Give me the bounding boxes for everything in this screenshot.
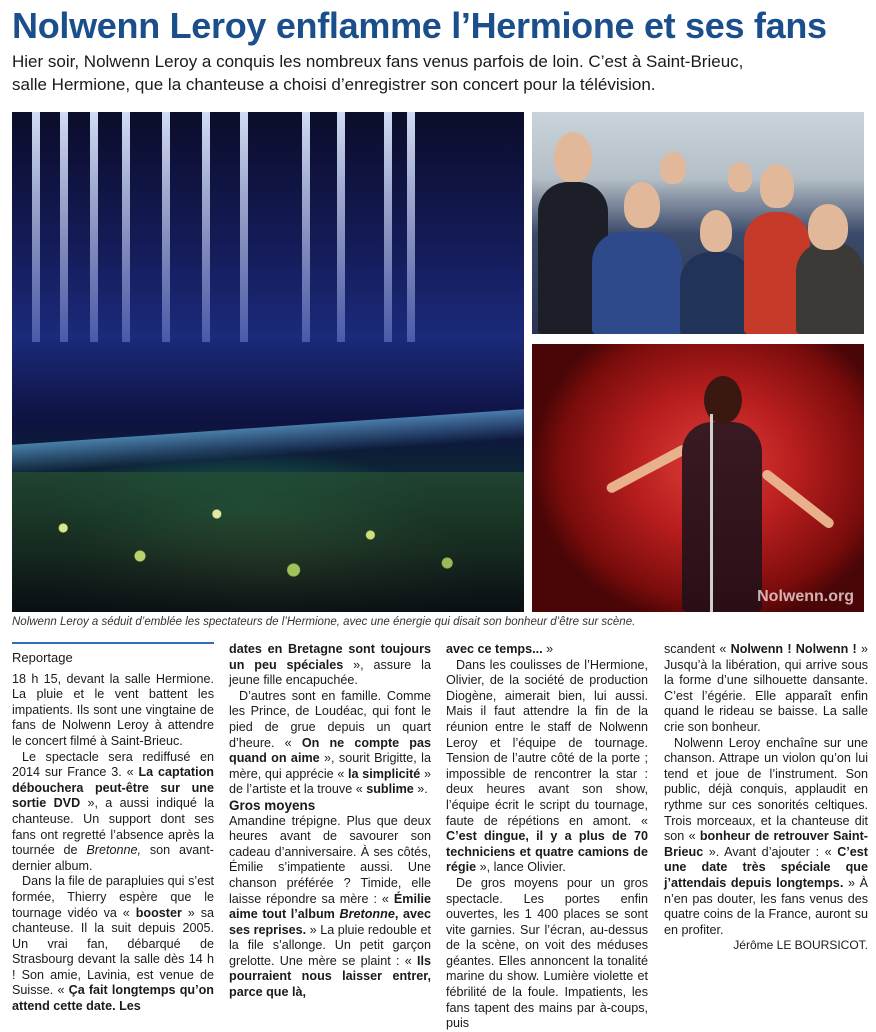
stage — [12, 409, 524, 475]
photo-caption: Nolwenn Leroy a séduit d’emblée les spectateurs de l’Hermione, avec une énergie qui disait son bonheur d’être sur scène. — [12, 616, 636, 628]
article-column-2 — [229, 642, 431, 1001]
subheading: Gros moyens — [229, 797, 316, 813]
microphone-stand — [710, 414, 713, 612]
standfirst-line-1: Hier soir, Nolwenn Leroy a conquis les nombreux fans venus parfois de loin. C’est à Saint-Brieuc, — [12, 52, 744, 71]
light-beam — [32, 112, 40, 342]
paragraph: De gros moyens pour un gros spectacle. Les portes enfin ouvertes, les 1 400 places se sont vite garnies. Sur l’écran, au-dessus de la scène, on voit des méduses géantes. Elles annoncent la tonalité marine du show. Lumière violette et fébrilité de la foule. Impatients, les fans tapent des mains par à-coups, puis — [446, 875, 648, 1031]
fan-figure — [680, 252, 752, 334]
fan-face — [554, 132, 592, 182]
audience — [12, 472, 524, 612]
paragraph: scandent « Nolwenn ! Nolwenn ! » Jusqu’à la libération, qui arrive sous la forme d’une silhouette dansante. C’est l’égérie. Elle apparaît enfin quand le rideau se baisse. La salle crie son bonheur. — [664, 642, 868, 734]
watermark: Nolwenn.org — [757, 588, 854, 605]
paragraph: avec ce temps... » — [446, 642, 554, 656]
article-column-4 — [664, 642, 868, 954]
standfirst-line-2: salle Hermione, que la chanteuse a choisi d’enregistrer son concert pour la télévision. — [12, 75, 656, 94]
fan-face — [660, 152, 686, 184]
fans-photo — [532, 112, 864, 334]
light-beam — [90, 112, 98, 342]
concert-hall-photo — [12, 112, 524, 612]
singer-dress — [682, 422, 762, 612]
paragraph: Le spectacle sera rediffusé en 2014 sur France 3. « La captation débouchera peut-être sur une sortie DVD », a aussi indiqué la chanteuse. Un support dont ses fans ont regretté l’absence après la tournée de Bretonne, son avant-dernier album. — [12, 749, 214, 873]
article-column-3 — [446, 642, 648, 1032]
light-beam — [202, 112, 210, 342]
light-beam — [302, 112, 310, 342]
light-beam — [60, 112, 68, 342]
headline: Nolwenn Leroy enflamme l’Hermione et ses fans — [12, 5, 827, 46]
light-beam — [162, 112, 170, 342]
paragraph: 18 h 15, devant la salle Hermione. La pluie et le vent battent les impatients. Ils sont une vingtaine de fans de Nolwenn Leroy à attendre le concert filmé à Saint-Brieuc. — [12, 671, 214, 748]
paragraph: D’autres sont en famille. Comme les Prince, de Loudéac, qui font le pied de grue depuis un quart d’heure. « On ne compte pas quand on aime », sourit Brigitte, la mère, qui apprécie « la simplicité » de l’artiste et la trouve « sublime ». — [229, 688, 431, 797]
singer-arm — [605, 443, 689, 494]
singer-photo — [532, 344, 864, 612]
fan-face — [728, 162, 752, 192]
article-column-1 — [12, 642, 214, 1015]
author-signature: Jérôme LE BOURSICOT. — [733, 938, 868, 953]
kicker: Reportage — [12, 642, 214, 666]
fan-face — [808, 204, 848, 250]
paragraph: Amandine trépigne. Plus que deux heures avant de savourer son cadeau d’anniversaire. À ses côtés, Émilie s’impatiente aussi. Une chanson préférée ? Timide, elle laisse répondre sa mère : « Émilie aime tout l’album Bretonne, avec ses reprises. » La pluie redouble et la file s’allonge. Un petit garçon grelotte. Une mère se plaint : « Ils pourraient nous laisser entrer, parce que là, — [229, 813, 432, 1000]
light-beam — [122, 112, 130, 342]
paragraph: dates en Bretagne sont toujours un peu spéciales », assure la jeune fille encapuchée. — [229, 642, 431, 688]
paragraph: Dans la file de parapluies qui s’est formée, Thierry espère que le tournage vidéo va « booster » sa chanteuse. Il la suit depuis 2005. Un vrai fan, débarqué de Strasbourg devant la salle dès 14 h ! Son amie, Lavinia, est venue de Suisse. « Ça fait longtemps qu’on attend cette date. Les — [12, 874, 215, 1014]
fan-figure — [796, 242, 864, 334]
standfirst — [12, 50, 868, 96]
fan-figure — [592, 232, 682, 334]
light-beam — [384, 112, 392, 342]
light-beam — [240, 112, 248, 342]
light-beam — [407, 112, 415, 342]
light-beam — [337, 112, 345, 342]
singer-arm — [760, 468, 836, 530]
paragraph: Dans les coulisses de l’Hermione, Olivier, de la société de production Diogène, aimerait bien, lui aussi. Mais il faut attendre la fin de la réunion entre le staff de Nolwenn Leroy et l’équipe de tournage. Tension de l’autre côté de la porte ; impossible de rencontrer la star : deux heures avant son show, l’équipe écrit le script du tournage, faute de répétions en amont. « C’est dingue, il y a plus de 70 techniciens et quatre camions de régie », lance Olivier. — [446, 657, 648, 875]
paragraph: Nolwenn Leroy enchaîne sur une chanson. Attrape un violon qu’on lui tend et joue de l’instrument. Son public, déjà conquis, applaudit en rythme sur ces sonorités celtiques. Trois morceaux, et la chanteuse dit son « bonheur de retrouver Saint-Brieuc ». Avant d’ajouter : « C’est une date très spéciale que j’attendais depuis longtemps. » À n’en pas douter, les fans venus des quatre coins de la France, auront su en profiter. — [664, 735, 869, 937]
fan-face — [624, 182, 660, 228]
fan-face — [760, 164, 794, 208]
fan-face — [700, 210, 732, 252]
